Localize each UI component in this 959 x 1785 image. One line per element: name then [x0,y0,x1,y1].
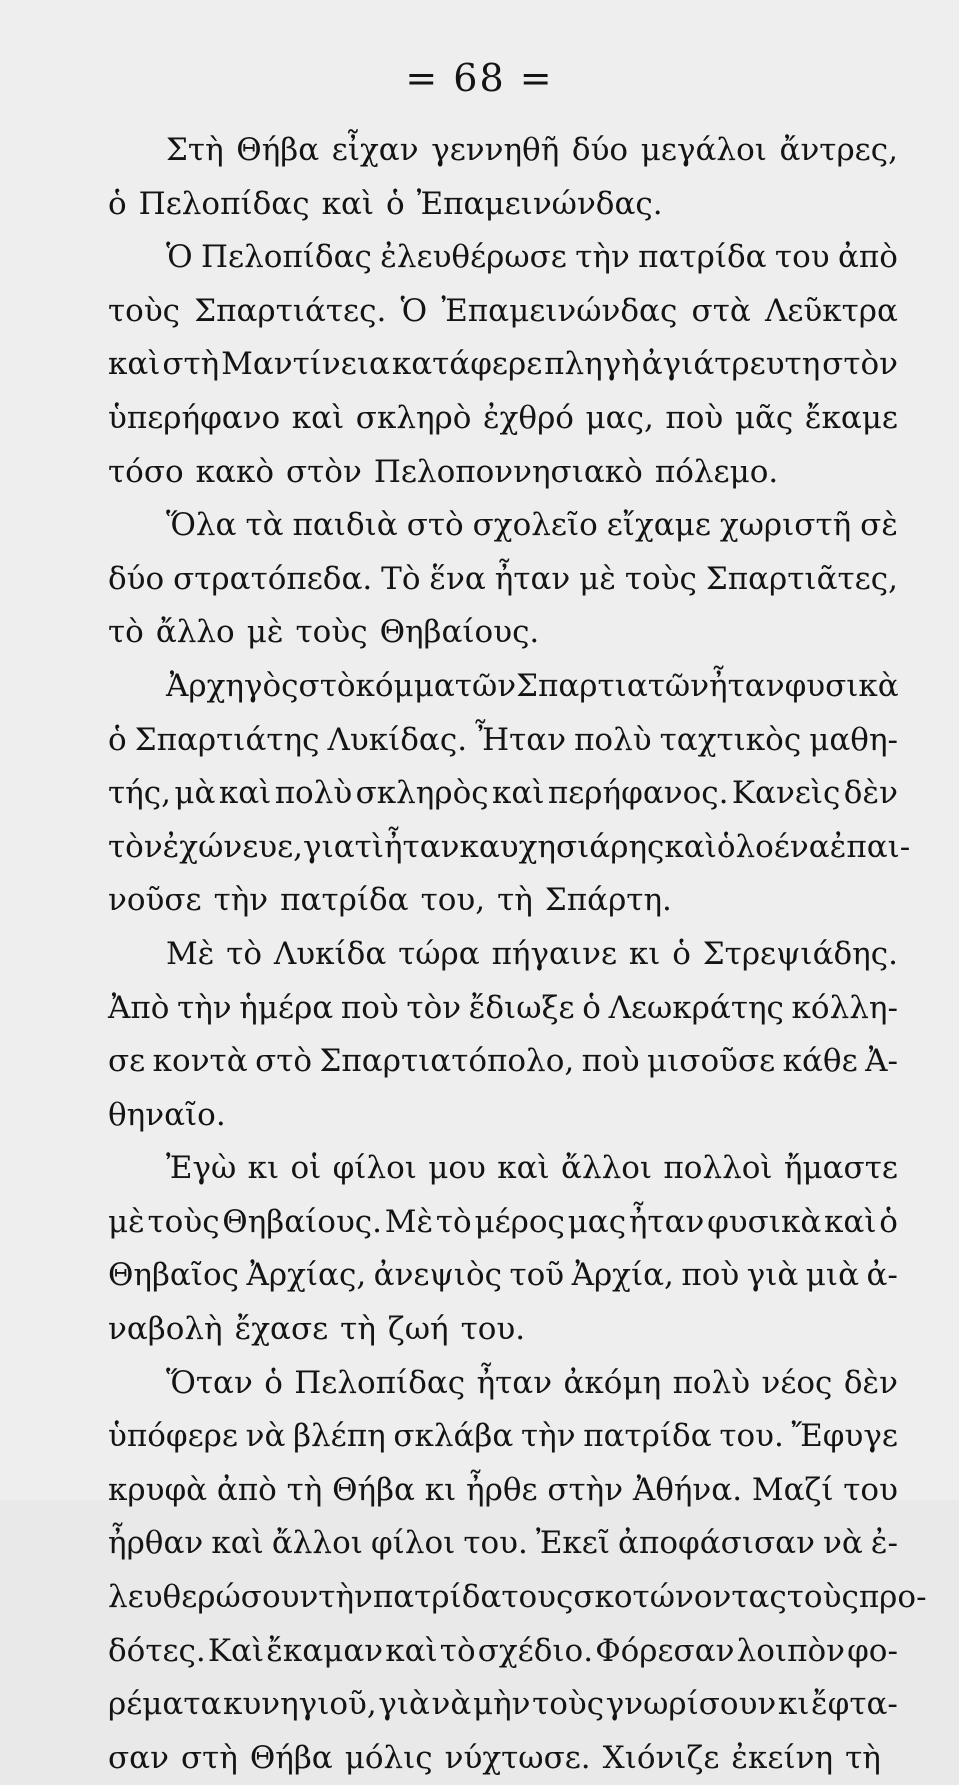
text-line: δύο στρατόπεδα. Τὸ ἕνα ἦταν μὲ τοὺς Σπαρτιᾶτες, [108,560,898,597]
text-line: τὸν ἐχώνευε, γιατὶ ἦταν καυχησιάρης καὶ ὁλοένα ἐπαι- [108,828,911,865]
text-line: ὑπόφερε νὰ βλέπη σκλάβα τὴν πατρίδα του. Ἔφυγε [108,1418,898,1455]
text-line: Ἀπὸ τὴν ἡμέρα ποὺ τὸν ἔδιωξε ὁ Λεωκράτης κόλλη- [108,989,898,1026]
body-text [108,124,927,1785]
text-line: τόσο κακὸ στὸν Πελοποννησιακὸ πόλεμο. [108,453,779,490]
text-line: Μὲ τὸ Λυκίδα τώρα πήγαινε κι ὁ Στρεψιάδης. [166,935,898,972]
text-line: τοὺς Σπαρτιάτες. Ὁ Ἐπαμεινώνδας στὰ Λεῦκτρα [108,292,898,329]
text-line: ναβολὴ ἔχασε τὴ ζωή του. [108,1311,526,1348]
text-line: τὸ ἄλλο μὲ τοὺς Θηβαίους. [108,614,540,651]
text-line: Στὴ Θήβα εἶχαν γεννηθῆ δύο μεγάλοι ἄντρες, [166,132,898,168]
text-line: τής, μὰ καὶ πολὺ σκληρὸς καὶ περήφανος. Κανεὶς δὲν [108,775,898,812]
text-line: ὑπερήφανο καὶ σκληρὸ ἐχθρό μας, ποὺ μᾶς ἔκαμε [108,399,898,436]
text-line: δότες. Καὶ ἔκαμαν καὶ τὸ σχέδιο. Φόρεσαν λοιπὸν φο- [108,1632,898,1669]
text-line: σε κοντὰ στὸ Σπαρτιατόπολο, ποὺ μισοῦσε κάθε Ἀ- [108,1043,898,1080]
text-line: Ὅλα τὰ παιδιὰ στὸ σχολεῖο εἴχαμε χωριστῆ σὲ [166,507,898,544]
text-line: κρυφὰ ἀπὸ τὴ Θήβα κι ἦρθε στὴν Ἀθήνα. Μαζί του [108,1471,898,1508]
text-line: Ἐγὼ κι οἱ φίλοι μου καὶ ἄλλοι πολλοὶ ἤμαστε [166,1150,898,1187]
text-line: ὁ Πελοπίδας καὶ ὁ Ἐπαμεινώνδας. [108,185,663,222]
text-line: σαν στὴ Θήβα μόλις νύχτωσε. Χιόνιζε ἐκείνη τὴ [108,1739,881,1776]
text-line: καὶ στὴ Μαντίνεια κατάφερε πληγὴ ἀγιάτρευτη στὸν [108,346,898,383]
text-line: ὁ Σπαρτιάτης Λυκίδας. Ἦταν πολὺ ταχτικὸς μαθη- [108,721,898,758]
text-line: ἦρθαν καὶ ἄλλοι φίλοι του. Ἐκεῖ ἀποφάσισαν νὰ ἐ- [108,1525,898,1562]
text-line: Ὁ Πελοπίδας ἐλευθέρωσε τὴν πατρίδα του ἀπὸ [166,239,898,276]
text-line: ρέματα κυνηγιοῦ, γιὰ νὰ μὴν τοὺς γνωρίσουν κι ἔφτα- [108,1686,898,1723]
text-line: λευθερώσουν τὴν πατρίδα τους σκοτώνοντας τοὺς προ- [108,1579,927,1616]
text-line: μὲ τοὺς Θηβαίους. Μὲ τὸ μέρος μας ἦταν φυσικὰ καὶ ὁ [108,1203,898,1240]
text-line: Ὅταν ὁ Πελοπίδας ἦταν ἀκόμη πολὺ νέος δὲν [166,1364,898,1401]
text-line: θηναῖο. [108,1096,226,1133]
text-line: Ἀρχηγὸς στὸ κόμμα τῶν Σπαρτιατῶν ἦταν φυσικὰ [166,667,899,704]
text-line: Θηβαῖος Ἀρχίας, ἀνεψιὸς τοῦ Ἀρχία, ποὺ γιὰ μιὰ ἀ- [108,1257,898,1294]
page-number: = 68 = [405,56,554,100]
text-line: νοῦσε τὴν πατρίδα του, τὴ Σπάρτη. [108,882,672,919]
